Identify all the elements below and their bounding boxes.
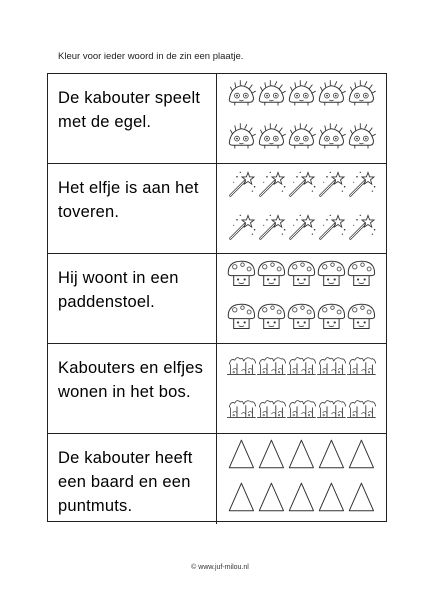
magic-wand-icon[interactable]: [230, 172, 255, 196]
hedgehog-icon[interactable]: [349, 80, 375, 105]
mushroom-house-icon[interactable]: [258, 304, 284, 328]
mushroom-house-icon[interactable]: [228, 261, 254, 285]
forest-icon[interactable]: [317, 358, 346, 375]
hedgehog-icon[interactable]: [319, 80, 345, 105]
magic-wand-icon[interactable]: [290, 215, 315, 239]
mushroom-house-icon-grid: [220, 254, 386, 344]
pointed-hat-icon[interactable]: [289, 440, 313, 468]
hedgehog-icon-set: [220, 74, 386, 164]
hedgehog-icon[interactable]: [229, 123, 255, 148]
forest-icon[interactable]: [347, 401, 376, 418]
sentence-text: Het elfje is aan het toveren.: [58, 179, 199, 221]
pointed-hat-icon[interactable]: [319, 440, 343, 468]
pointed-hat-icon[interactable]: [349, 440, 373, 468]
pointed-hat-icon[interactable]: [259, 483, 283, 511]
mushroom-house-icon[interactable]: [348, 304, 374, 328]
copyright-footer: © www.juf-milou.nl: [191, 564, 249, 571]
magic-wand-icon[interactable]: [230, 215, 255, 239]
sentence-text: Kabouters en elfjes wonen in het bos.: [58, 359, 204, 401]
sentence-text: De kabouter speelt met de egel.: [58, 89, 201, 131]
forest-icon[interactable]: [287, 358, 316, 375]
pointed-hat-icon-set: [220, 434, 386, 524]
hedgehog-icon-grid: [220, 74, 386, 164]
forest-icon-grid: [220, 344, 386, 434]
magic-wand-icon[interactable]: [320, 172, 345, 196]
hedgehog-icon[interactable]: [319, 123, 345, 148]
pointed-hat-icon[interactable]: [229, 440, 253, 468]
mushroom-house-icon-set: [220, 254, 386, 344]
column-divider: [216, 164, 217, 253]
row-pointed-hat: [48, 434, 386, 524]
worksheet-table: [47, 73, 387, 522]
hedgehog-icon[interactable]: [349, 123, 375, 148]
hedgehog-icon[interactable]: [229, 80, 255, 105]
row-hedgehog: [48, 74, 386, 164]
pointed-hat-icon-grid: [220, 434, 386, 524]
row-magic-wand: [48, 164, 386, 254]
column-divider: [216, 254, 217, 343]
mushroom-house-icon[interactable]: [318, 261, 344, 285]
sentence-text: De kabouter heeft een baard en een puntmuts.: [58, 449, 193, 515]
magic-wand-icon[interactable]: [350, 215, 375, 239]
pointed-hat-icon[interactable]: [229, 483, 253, 511]
pointed-hat-icon[interactable]: [259, 440, 283, 468]
forest-icon[interactable]: [317, 401, 346, 418]
forest-icon[interactable]: [257, 401, 286, 418]
forest-icon[interactable]: [257, 358, 286, 375]
mushroom-house-icon[interactable]: [228, 304, 254, 328]
hedgehog-icon[interactable]: [259, 123, 285, 148]
column-divider: [216, 74, 217, 163]
magic-wand-icon-set: [220, 164, 386, 254]
pointed-hat-icon[interactable]: [319, 483, 343, 511]
magic-wand-icon[interactable]: [260, 215, 285, 239]
sentence-text: Hij woont in een paddenstoel.: [58, 269, 179, 311]
magic-wand-icon[interactable]: [260, 172, 285, 196]
forest-icon[interactable]: [227, 358, 256, 375]
hedgehog-icon[interactable]: [259, 80, 285, 105]
hedgehog-icon[interactable]: [289, 80, 315, 105]
forest-icon[interactable]: [287, 401, 316, 418]
mushroom-house-icon[interactable]: [288, 304, 314, 328]
row-mushroom: [48, 254, 386, 344]
pointed-hat-icon[interactable]: [349, 483, 373, 511]
magic-wand-icon[interactable]: [350, 172, 375, 196]
magic-wand-icon-grid: [220, 164, 386, 254]
column-divider: [216, 434, 217, 524]
mushroom-house-icon[interactable]: [258, 261, 284, 285]
row-forest: [48, 344, 386, 434]
hedgehog-icon[interactable]: [289, 123, 315, 148]
magic-wand-icon[interactable]: [320, 215, 345, 239]
forest-icon-set: [220, 344, 386, 434]
forest-icon[interactable]: [347, 358, 376, 375]
mushroom-house-icon[interactable]: [288, 261, 314, 285]
magic-wand-icon[interactable]: [290, 172, 315, 196]
forest-icon[interactable]: [227, 401, 256, 418]
pointed-hat-icon[interactable]: [289, 483, 313, 511]
instruction-text: Kleur voor ieder woord in de zin een plaatje.: [58, 51, 244, 62]
column-divider: [216, 344, 217, 433]
mushroom-house-icon[interactable]: [348, 261, 374, 285]
mushroom-house-icon[interactable]: [318, 304, 344, 328]
